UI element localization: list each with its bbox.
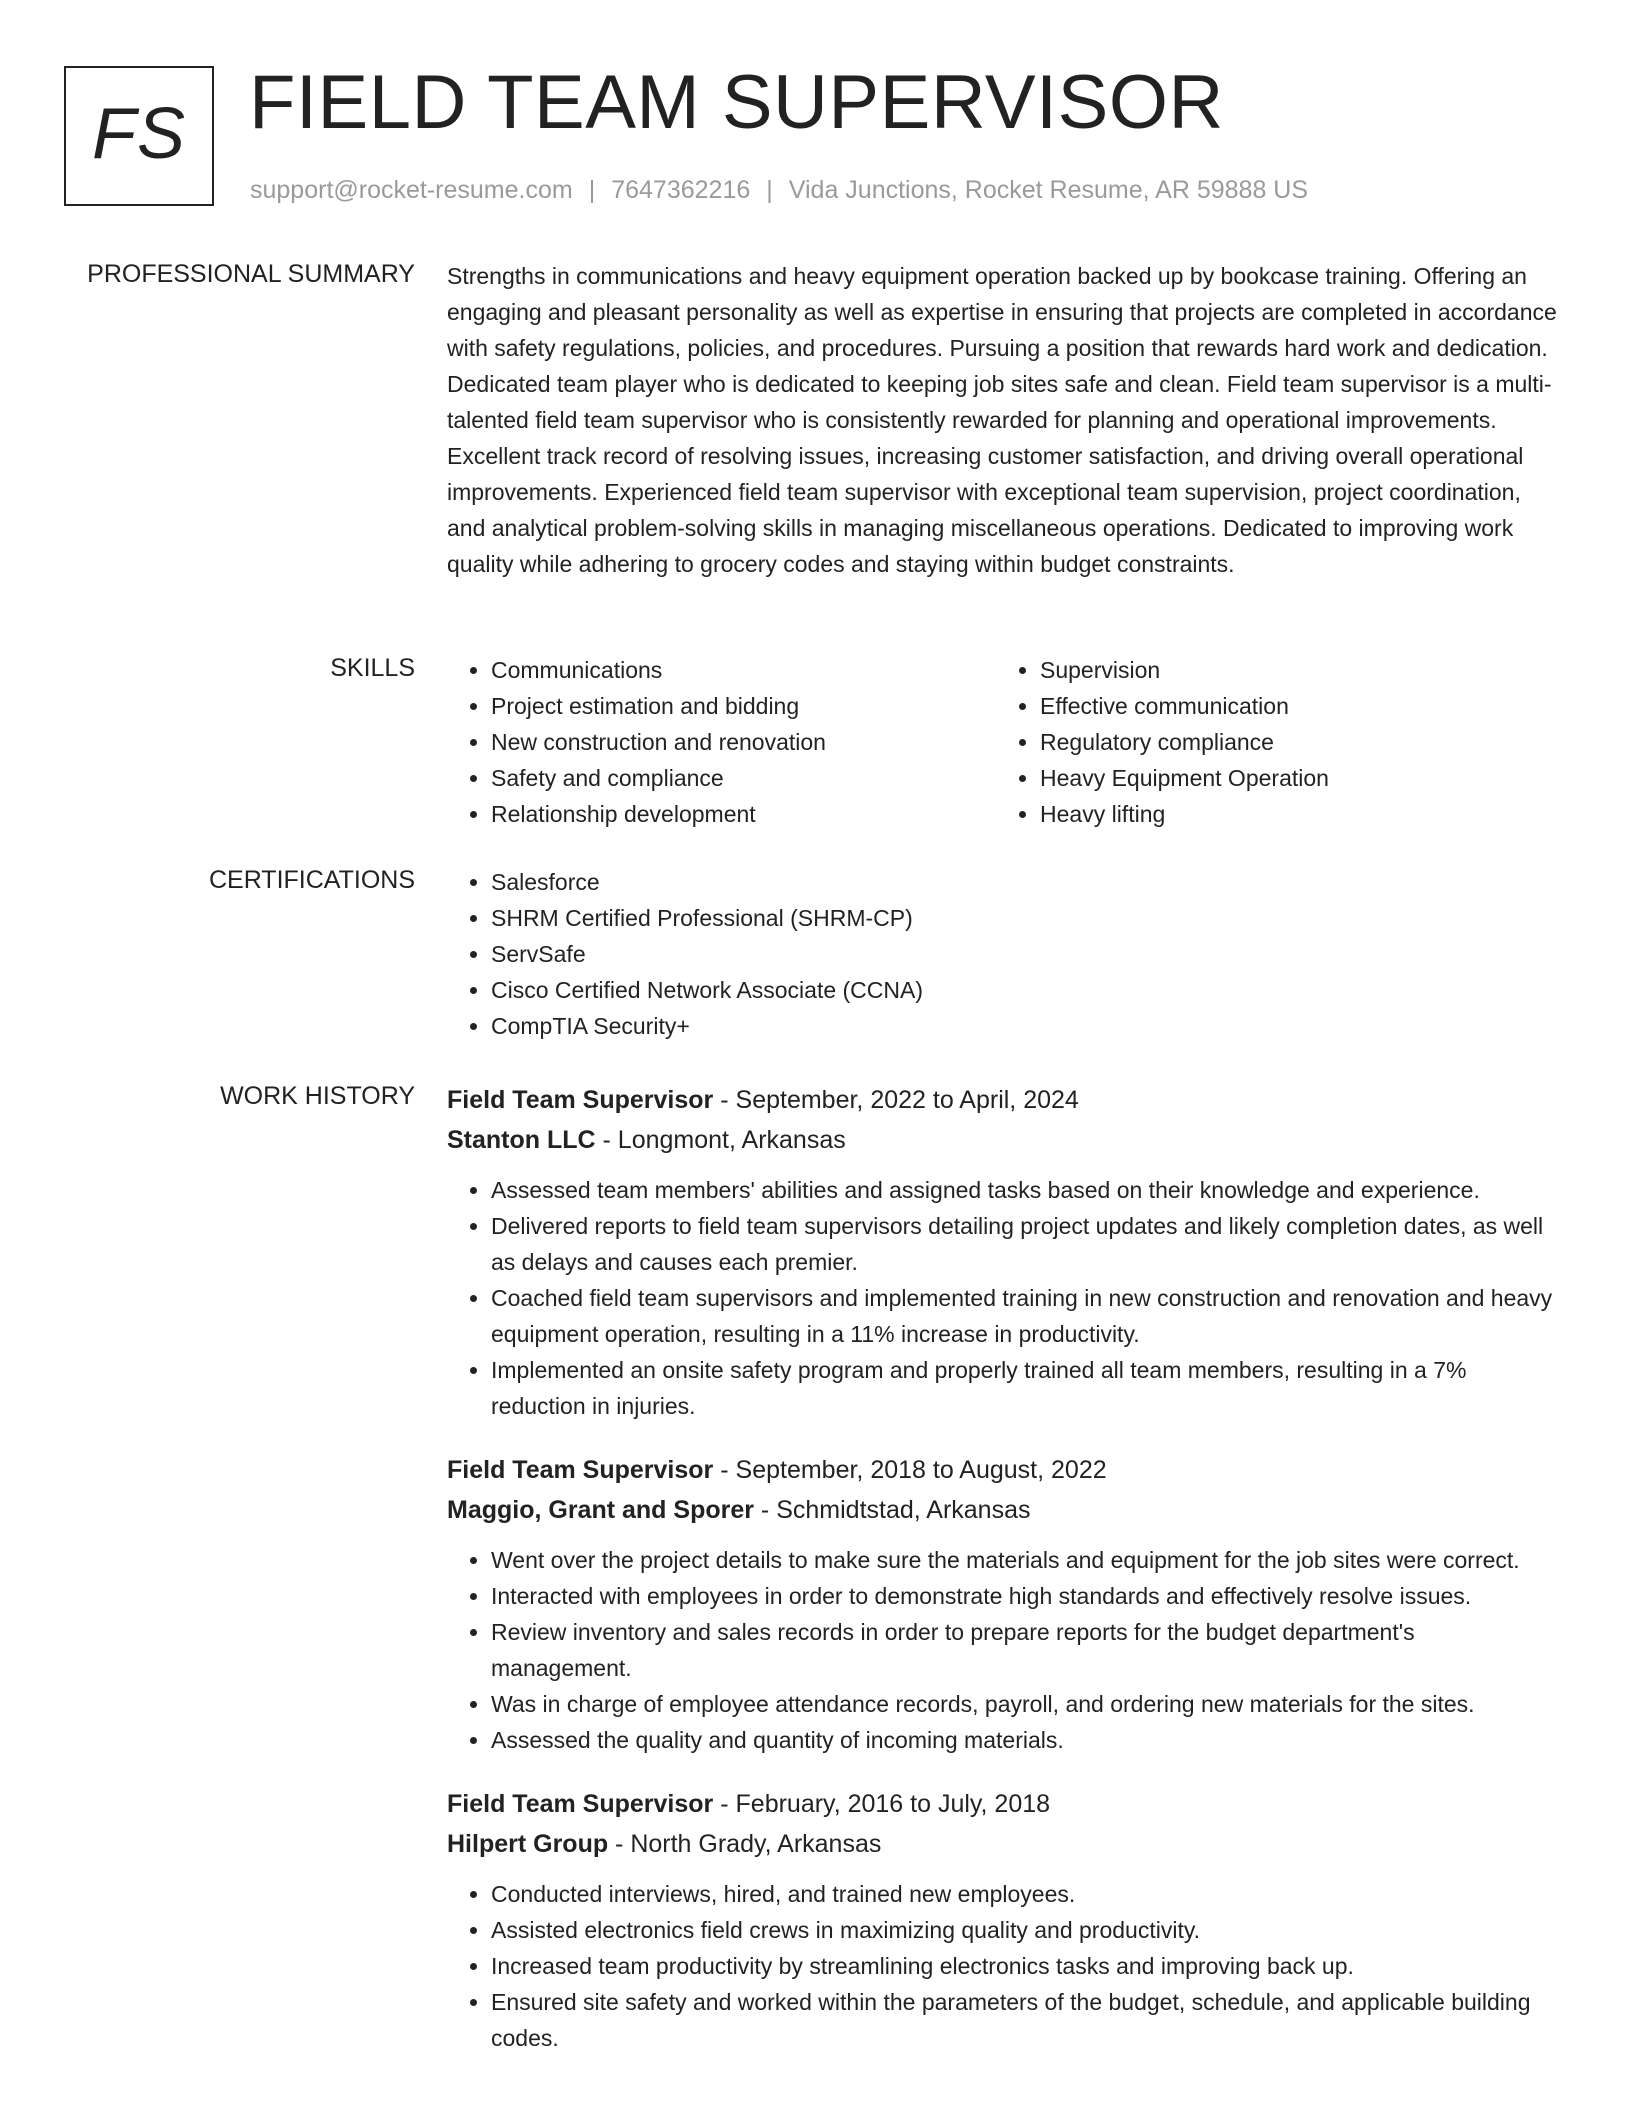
job-bullet: • Went over the project details to make sure the materials and equipment for the job sites were correct. xyxy=(491,1542,1557,1578)
resume-name: FIELD TEAM SUPERVISOR xyxy=(249,60,1224,145)
skill-item: • Heavy lifting xyxy=(1040,796,1545,832)
work-body xyxy=(447,1080,1557,2082)
job-bullet: • Interacted with employees in order to demonstrate high standards and effectively resolve issues. xyxy=(491,1578,1557,1614)
job-company: Hilpert Group xyxy=(447,1830,609,1858)
job-bullet: • Conducted interviews, hired, and trained new employees. xyxy=(491,1876,1557,1912)
job-title-line xyxy=(447,1080,1557,1120)
job-bullet: • Was in charge of employee attendance records, payroll, and ordering new materials for the sites. xyxy=(491,1686,1557,1722)
job-title-line xyxy=(447,1784,1557,1824)
contact-line xyxy=(250,174,1308,206)
section-title-skills: SKILLS xyxy=(330,654,415,682)
job-company: Maggio, Grant and Sporer xyxy=(447,1496,754,1524)
job-company-line xyxy=(447,1824,1557,1864)
section-title-work: WORK HISTORY xyxy=(220,1082,415,1110)
certification-item: • SHRM Certified Professional (SHRM-CP) xyxy=(491,900,1557,936)
contact-separator: | xyxy=(588,176,596,204)
certification-item: • Cisco Certified Network Associate (CCNA) xyxy=(491,972,1557,1008)
job-title-line xyxy=(447,1450,1557,1490)
job-role: Field Team Supervisor xyxy=(447,1456,714,1484)
job-bullet: • Increased team productivity by streamlining electronics tasks and improving back up. xyxy=(491,1948,1557,1984)
certifications-body xyxy=(447,864,1557,1044)
job-dates: - September, 2022 to April, 2024 xyxy=(713,1086,1079,1114)
contact-phone[interactable]: 7647362216 xyxy=(611,176,751,204)
summary-body xyxy=(447,258,1557,582)
job-bullet: • Assessed team members' abilities and assigned tasks based on their knowledge and experience. xyxy=(491,1172,1557,1208)
job-bullets xyxy=(447,1172,1557,1424)
skill-item: • Regulatory compliance xyxy=(1040,724,1545,760)
skills-columns xyxy=(447,652,1557,832)
section-title-certifications: CERTIFICATIONS xyxy=(208,866,415,894)
skill-item: • Heavy Equipment Operation xyxy=(1040,760,1545,796)
job-dates: - February, 2016 to July, 2018 xyxy=(713,1790,1051,1818)
monogram-text: FS xyxy=(91,94,186,174)
certification-item: • CompTIA Security+ xyxy=(491,1008,1557,1044)
job-bullet: • Assisted electronics field crews in maximizing quality and productivity. xyxy=(491,1912,1557,1948)
job-entry xyxy=(447,1784,1557,2056)
job-bullets xyxy=(447,1876,1557,2056)
certification-item: • Salesforce xyxy=(491,864,1557,900)
job-bullets xyxy=(447,1542,1557,1758)
job-bullet: • Coached field team supervisors and implemented training in new construction and renovation and heavy equipment operation, resulting in a 11% increase in productivity. xyxy=(491,1280,1557,1352)
skill-item: • Safety and compliance xyxy=(491,760,996,796)
summary-text: Strengths in communications and heavy equipment operation backed up by bookcase training. Offering an engaging and pleasant personality as well as expertise in ensuring that projects are completed in accordance with safety regulations, policies, and procedures. Pursuing a position that rewards hard work and dedication. Dedicated team player who is dedicated to keeping job sites safe and clean. Field team supervisor is a multi-talented field team supervisor who is consistently rewarded for planning and operational improvements. Excellent track record of resolving issues, increasing customer satisfaction, and driving overall operational improvements. Experienced field team supervisor with exceptional team supervision, project coordination, and analytical problem-solving skills in managing miscellaneous operations. Dedicated to improving work quality while adhering to grocery codes and staying within budget constraints. xyxy=(447,263,1557,577)
contact-address: Vida Junctions, Rocket Resume, AR 59888 US xyxy=(788,176,1309,204)
section-title-summary: PROFESSIONAL SUMMARY xyxy=(87,260,415,288)
skill-item: • Project estimation and bidding xyxy=(491,688,996,724)
skills-list-right xyxy=(996,652,1545,832)
job-bullet: • Implemented an onsite safety program and properly trained all team members, resulting in a 7% reduction in injuries. xyxy=(491,1352,1557,1424)
skill-item: • Supervision xyxy=(1040,652,1545,688)
contact-email[interactable]: support@rocket-resume.com xyxy=(250,176,573,204)
certifications-list xyxy=(447,864,1557,1044)
job-bullet: • Delivered reports to field team supervisors detailing project updates and likely completion dates, as well as delays and causes each premier. xyxy=(491,1208,1557,1280)
contact-separator: | xyxy=(766,176,773,204)
skills-body xyxy=(447,652,1557,832)
job-entry xyxy=(447,1450,1557,1758)
job-company-line xyxy=(447,1120,1557,1160)
job-location: - Longmont, Arkansas xyxy=(595,1126,846,1154)
job-location: - North Grady, Arkansas xyxy=(608,1830,882,1858)
job-bullet: • Review inventory and sales records in order to prepare reports for the budget department's management. xyxy=(491,1614,1557,1686)
skill-item: • Relationship development xyxy=(491,796,996,832)
job-entry xyxy=(447,1080,1557,1424)
monogram-logo xyxy=(64,66,214,206)
certification-item: • ServSafe xyxy=(491,936,1557,972)
job-company-line xyxy=(447,1490,1557,1530)
skill-item: • Effective communication xyxy=(1040,688,1545,724)
job-role: Field Team Supervisor xyxy=(447,1086,714,1114)
skills-list-left xyxy=(447,652,996,832)
job-location: - Schmidtstad, Arkansas xyxy=(753,1496,1031,1524)
job-role: Field Team Supervisor xyxy=(447,1790,714,1818)
skill-item: • New construction and renovation xyxy=(491,724,996,760)
job-bullet: • Assessed the quality and quantity of incoming materials. xyxy=(491,1722,1557,1758)
job-dates: - September, 2018 to August, 2022 xyxy=(713,1456,1107,1484)
job-bullet: • Ensured site safety and worked within the parameters of the budget, schedule, and applicable building codes. xyxy=(491,1984,1557,2056)
skill-item: • Communications xyxy=(491,652,996,688)
job-company: Stanton LLC xyxy=(447,1126,596,1154)
